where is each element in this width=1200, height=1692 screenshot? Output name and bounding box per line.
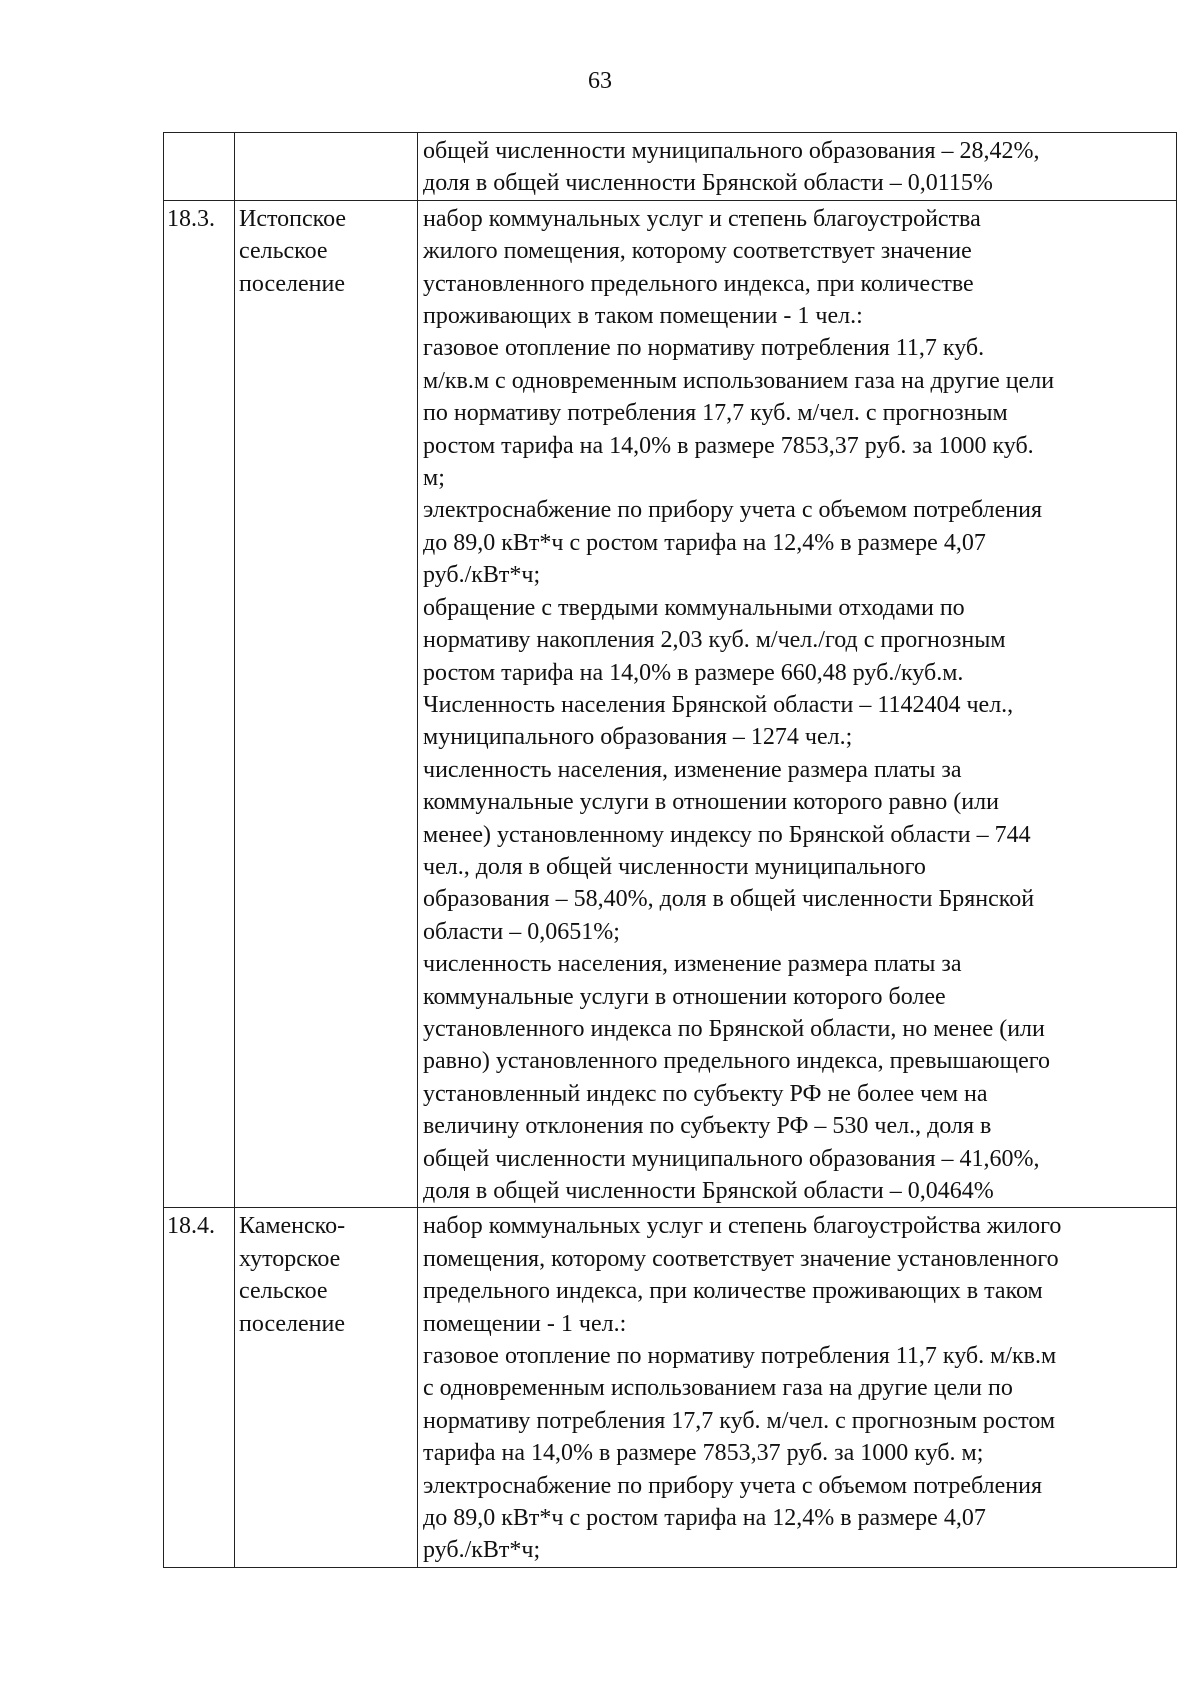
settlement-name [235, 1208, 418, 1567]
description-line: руб./кВт*ч; [423, 562, 541, 589]
settlement-name [235, 200, 418, 1208]
description-line: газовое отопление по нормативу потребления 11,7 куб. м/кв.м [423, 1343, 1057, 1370]
settlement-name-line: Каменско- [239, 1213, 346, 1240]
table-row [164, 200, 1177, 1208]
description-line: помещения, которому соответствует значение установленного [423, 1245, 1059, 1272]
description-line: образования – 58,40%, доля в общей численности Брянской [423, 886, 1035, 913]
description-line: руб./кВт*ч; [423, 1537, 541, 1564]
description-line: электроснабжение по прибору учета с объемом потребления [423, 497, 1042, 524]
page-number: 63 [588, 68, 612, 94]
description-line: области – 0,0651%; [423, 918, 620, 945]
description-line: обращение с твердыми коммунальными отходами по [423, 594, 965, 621]
description-line: общей численности муниципального образования – 28,42%, [423, 138, 1040, 164]
description-line: предельного индекса, при количестве проживающих в таком [423, 1278, 1043, 1305]
description-line: с одновременным использованием газа на другие цели по [423, 1375, 1013, 1402]
description-line: проживающих в таком помещении - 1 чел.: [423, 303, 863, 330]
table-row [164, 1208, 1177, 1567]
row-number: 18.3. [164, 200, 235, 1208]
settlement-name-line: поселение [239, 1310, 346, 1337]
settlement-name-line: Истопское [239, 205, 347, 232]
description-line: ростом тарифа на 14,0% в размере 660,48 руб./куб.м. [423, 659, 964, 686]
description-line: нормативу накопления 2,03 куб. м/чел./год с прогнозным [423, 627, 1006, 654]
description-line: установленного индекса по Брянской области, но менее (или [423, 1015, 1045, 1042]
description-line: набор коммунальных услуг и степень благоустройства [423, 205, 981, 232]
description-line: величину отклонения по субъекту РФ – 530 чел., доля в [423, 1113, 992, 1140]
description-line: численность населения, изменение размера платы за [423, 756, 962, 783]
row-number: 18.4. [164, 1208, 235, 1567]
description [418, 133, 1177, 201]
description-line: до 89,0 кВт*ч с ростом тарифа на 12,4% в размере 4,07 [423, 1505, 986, 1532]
document-table [163, 132, 1177, 1568]
settlement-name-line: сельское [239, 1278, 328, 1305]
description-line: чел., доля в общей численности муниципального [423, 853, 926, 880]
description-line: газовое отопление по нормативу потребления 11,7 куб. [423, 335, 985, 362]
settlement-name-line: поселение [239, 270, 346, 297]
description-line: до 89,0 кВт*ч с ростом тарифа на 12,4% в размере 4,07 [423, 529, 986, 556]
settlement-name [235, 133, 418, 201]
description-line: м; [423, 465, 445, 492]
description [418, 1208, 1177, 1567]
description-line: численность населения, изменение размера платы за [423, 951, 962, 978]
settlement-name-line: хуторское [239, 1245, 341, 1272]
description-line: общей численности муниципального образования – 41,60%, [423, 1145, 1040, 1172]
description-line: коммунальные услуги в отношении которого равно (или [423, 789, 999, 816]
description-line: установленного предельного индекса, при количестве [423, 270, 974, 297]
description-line: тарифа на 14,0% в размере 7853,37 руб. за 1000 куб. м; [423, 1440, 984, 1467]
description-line: по нормативу потребления 17,7 куб. м/чел. с прогнозным [423, 400, 1008, 427]
description-line: доля в общей численности Брянской области – 0,0464% [423, 1178, 994, 1204]
description-line: установленный индекс по субъекту РФ не более чем на [423, 1080, 988, 1107]
description-line: помещении - 1 чел.: [423, 1310, 627, 1337]
description-line: менее) установленному индексу по Брянской области – 744 [423, 821, 1031, 848]
settlement-name-line: сельское [239, 238, 328, 265]
table-body [164, 133, 1177, 1568]
description-line: жилого помещения, которому соответствует значение [423, 238, 972, 265]
description-line: коммунальные услуги в отношении которого более [423, 983, 946, 1010]
description-line: доля в общей численности Брянской области – 0,0115% [423, 170, 993, 197]
description-line: м/кв.м с одновременным использованием газа на другие цели [423, 367, 1055, 394]
row-number [164, 133, 235, 201]
description-line: муниципального образования – 1274 чел.; [423, 724, 853, 751]
description [418, 200, 1177, 1208]
table-row [164, 133, 1177, 201]
description-line: Численность населения Брянской области – 1142404 чел., [423, 691, 1014, 718]
description-line: равно) установленного предельного индекса, превышающего [423, 1048, 1050, 1075]
description-line: набор коммунальных услуг и степень благоустройства жилого [423, 1213, 1062, 1240]
description-line: нормативу потребления 17,7 куб. м/чел. с прогнозным ростом [423, 1407, 1056, 1434]
description-line: ростом тарифа на 14,0% в размере 7853,37 руб. за 1000 куб. [423, 432, 1034, 459]
description-line: электроснабжение по прибору учета с объемом потребления [423, 1472, 1042, 1499]
